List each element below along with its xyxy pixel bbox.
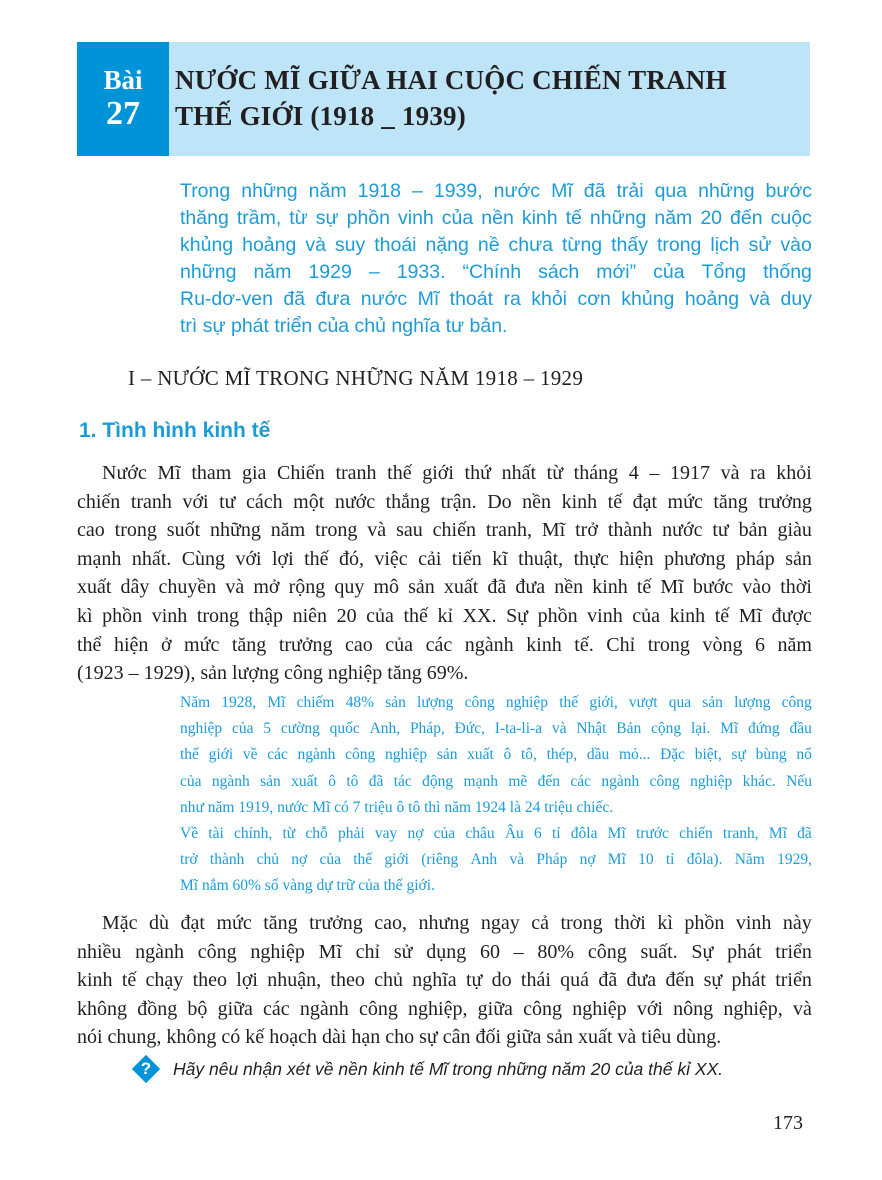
paragraph-line: chiến tranh với tư cách một nước thắng trận. Do nền kinh tế đạt mức tăng trưởng [77, 490, 812, 513]
paragraph-line: mạnh nhất. Cùng với lợi thế đó, việc cải tiến kĩ thuật, thực hiện phương pháp sản [77, 547, 812, 570]
note-line: nghiệp của 5 cường quốc Anh, Pháp, Đức, I-ta-li-a và Nhật Bản cộng lại. Mĩ đứng đầu [180, 720, 812, 738]
lesson-number: 27 [106, 95, 140, 132]
section-heading: I – NƯỚC MĨ TRONG NHỮNG NĂM 1918 – 1929 [128, 366, 584, 390]
question-mark-glyph: ? [140, 1059, 152, 1078]
paragraph-line: cao trong suốt những năm trong và sau chiến tranh, Mĩ trở thành nước tư bản giàu [77, 519, 812, 542]
supplementary-note [180, 690, 812, 900]
note-line: Về tài chính, từ chỗ phải vay nợ của châu Âu 6 tỉ đôla Mĩ trước chiến tranh, Mĩ đã [180, 825, 812, 843]
paragraph-line: Mặc dù đạt mức tăng trưởng cao, nhưng ngay cả trong thời kì phồn vinh này [102, 912, 812, 934]
lesson-title-box [169, 42, 810, 156]
note-line: thế giới về các ngành công nghiệp sản xuất ô tô, thép, dầu mỏ... Đặc biệt, sự bùng nổ [180, 746, 812, 764]
intro-line: trì sự phát triển của chủ nghĩa tư bản. [180, 315, 508, 337]
lesson-header [77, 42, 810, 156]
intro-line: Ru-dơ-ven đã đưa nước Mĩ thoát ra khỏi cơn khủng hoảng và duy [180, 288, 812, 310]
intro-paragraph [180, 178, 812, 340]
question-text: Hãy nêu nhận xét về nền kinh tế Mĩ trong những năm 20 của thế kỉ XX. [173, 1058, 724, 1079]
paragraph-line: (1923 – 1929), sản lượng công nghiệp tăng 69%. [77, 662, 469, 685]
note-line: Năm 1928, Mĩ chiếm 48% sản lượng công nghiệp thế giới, vượt qua sản lượng công [180, 694, 812, 711]
intro-line: Trong những năm 1918 – 1939, nước Mĩ đã trải qua những bước [180, 180, 812, 202]
lesson-title-line: NƯỚC MĨ GIỮA HAI CUỘC CHIẾN TRANH [175, 65, 727, 95]
lesson-label-box [77, 42, 169, 156]
lesson-title-line: THẾ GIỚI (1918 _ 1939) [175, 101, 466, 131]
paragraph-line: kì phồn vinh trong thập niên 20 của thế kỉ XX. Sự phồn vinh của kinh tế Mĩ được [77, 604, 812, 627]
review-question [133, 1056, 723, 1082]
lesson-word: Bài [103, 65, 143, 95]
intro-line: thăng trầm, từ sự phồn vinh của nền kinh tế những năm 20 đến cuộc [180, 207, 812, 229]
page-number: 173 [773, 1112, 803, 1134]
intro-line: khủng hoảng và suy thoái nặng nề chưa từng thấy trong lịch sử vào [180, 234, 812, 256]
note-line: của ngành sản xuất ô tô đã tác động mạnh mẽ đến các ngành công nghiệp khác. Nếu [180, 772, 812, 790]
paragraph-line: nói chung, không có kế hoạch dài hạn cho sự cân đối giữa sản xuất và tiêu dùng. [77, 1026, 722, 1049]
paragraph-line: xuất dây chuyền và mở rộng quy mô sản xuất đã đưa nền kinh tế Mĩ bước vào thời [77, 576, 812, 599]
paragraph-line: không đồng bộ giữa các ngành công nghiệp, giữa công nghiệp với nông nghiệp, và [77, 997, 812, 1020]
note-line: trở thành chủ nợ của thế giới (riêng Anh và Pháp nợ Mĩ 10 tỉ đôla). Năm 1929, [180, 851, 812, 869]
sub-heading: 1. Tình hình kinh tế [79, 419, 271, 442]
question-icon [133, 1056, 159, 1082]
note-line: như năm 1919, nước Mĩ có 7 triệu ô tô thì năm 1924 là 24 triệu chiếc. [180, 798, 614, 816]
paragraph-line: kinh tế chạy theo lợi nhuận, theo chủ nghĩa tự do thái quá đã đưa đến sự phát triển [77, 969, 812, 992]
intro-line: những năm 1929 – 1933. “Chính sách mới” của Tổng thống [180, 261, 812, 283]
note-line: Mĩ nắm 60% số vàng dự trữ của thế giới. [180, 877, 435, 895]
paragraph-line: Nước Mĩ tham gia Chiến tranh thế giới thứ nhất từ tháng 4 – 1917 và ra khỏi [102, 462, 812, 484]
paragraph-line: thể hiện ở mức tăng trưởng cao của các ngành kinh tế. Chỉ trong vòng 6 năm [77, 633, 812, 656]
body-paragraph-economy [77, 459, 812, 688]
body-paragraph-limitations [77, 909, 812, 1052]
paragraph-line: nhiều ngành công nghiệp Mĩ chỉ sử dụng 60 – 80% công suất. Sự phát triển [77, 940, 812, 963]
